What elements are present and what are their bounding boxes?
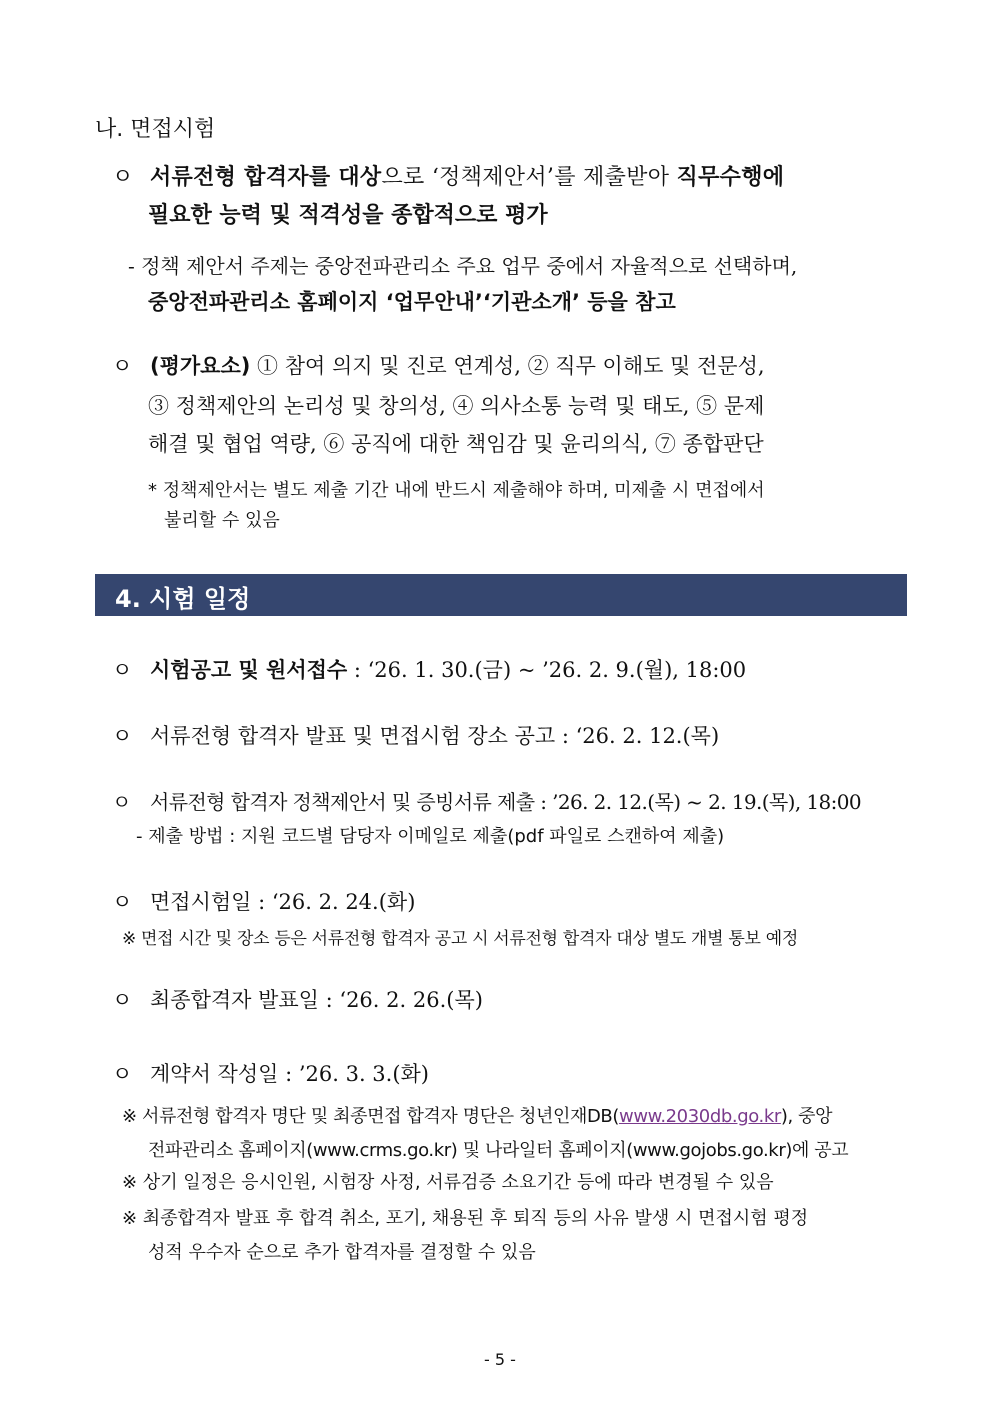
footnote-2: ※ 상기 일정은 응시인원, 시험장 사정, 서류검증 소요기간 등에 따라 변경될 수 있음 — [122, 1172, 774, 1193]
schedule-label: 계약서 작성일 — [150, 1062, 279, 1086]
interview-bullet-1-line-2: 필요한 능력 및 적격성을 종합적으로 평가 — [148, 203, 548, 228]
footnote-text: ), 중앙 — [780, 1106, 833, 1127]
footnote-3-line-1: ※ 최종합격자 발표 후 합격 취소, 포기, 채용된 후 퇴직 등의 사유 발생 시 면접시험 평정 — [122, 1208, 809, 1229]
schedule-value: : ‘26. 2. 24.(화) — [251, 890, 416, 914]
interview-dash-1-line-2: 중앙전파관리소 홈페이지 ‘업무안내’‘기관소개’ 등을 참고 — [148, 290, 676, 314]
section-header-bar — [95, 574, 907, 616]
section-title: 4. 시험 일정 — [115, 585, 251, 613]
bold-text: 서류전형 합격자를 대상 — [150, 165, 382, 190]
schedule-label: 최종합격자 발표일 — [150, 988, 319, 1012]
bullet-icon: ㅇ — [112, 1062, 133, 1086]
interview-dash-1-line-1: - 정책 제안서 주제는 중앙전파관리소 주요 업무 중에서 자율적으로 선택하며, — [128, 254, 798, 278]
bullet-icon: ㅇ — [112, 724, 133, 748]
schedule-label: 서류전형 합격자 정책제안서 및 증빙서류 제출 — [150, 790, 535, 814]
schedule-submission-method: - 제출 방법 : 지원 코드별 담당자 이메일로 제출(pdf 파일로 스캔하여 제출) — [136, 826, 725, 847]
schedule-value: : ‘26. 2. 12.(목) — [555, 724, 720, 748]
subheading: 나. 면접시험 — [95, 117, 216, 142]
body-text: 으로 ‘정책제안서’를 제출받아 — [381, 165, 677, 190]
bullet-icon: ㅇ — [112, 658, 133, 682]
bullet-icon: ㅇ — [112, 988, 133, 1012]
schedule-value: : ‘26. 2. 26.(목) — [318, 988, 483, 1012]
footnote-3-line-2: 성적 우수자 순으로 추가 합격자를 결정할 수 있음 — [148, 1242, 536, 1263]
schedule-item-document-result — [112, 720, 719, 750]
schedule-item-interview-date — [112, 886, 415, 916]
body-text: ① 참여 의지 및 진로 연계성, ② 직무 이해도 및 전문성, — [250, 354, 765, 378]
schedule-value: : ‘26. 1. 30.(금) ~ ’26. 2. 9.(월), 18:00 — [347, 658, 747, 682]
bullet-icon: ㅇ — [112, 354, 133, 378]
bold-text: (평가요소) — [150, 354, 251, 378]
bullet-icon: ㅇ — [112, 890, 133, 914]
schedule-value: : ’26. 2. 12.(목) ~ 2. 19.(목), 18:00 — [534, 790, 862, 814]
interview-bullet-1-line-1 — [112, 160, 784, 191]
talent-db-link[interactable]: www.2030db.go.kr — [619, 1106, 781, 1127]
interview-note-line-2: 불리할 수 있음 — [164, 510, 280, 531]
schedule-item-submission — [112, 786, 861, 815]
interview-bullet-2-line-1 — [112, 350, 765, 380]
interview-bullet-2-line-2: ③ 정책제안의 논리성 및 창의성, ④ 의사소통 능력 및 태도, ⑤ 문제 — [148, 394, 765, 418]
footnote-1-line-2: 전파관리소 홈페이지(www.crms.go.kr) 및 나라일터 홈페이지(www.gojobs.go.kr)에 공고 — [148, 1140, 849, 1161]
schedule-label: 시험공고 및 원서접수 — [150, 658, 348, 682]
schedule-label: 면접시험일 — [150, 890, 252, 914]
schedule-item-contract — [112, 1058, 429, 1088]
schedule-item-announcement — [112, 654, 746, 684]
interview-note-line-1: * 정책제안서는 별도 제출 기간 내에 반드시 제출해야 하며, 미제출 시 면접에서 — [148, 480, 765, 501]
schedule-label: 서류전형 합격자 발표 및 면접시험 장소 공고 — [150, 724, 556, 748]
interview-bullet-2-line-3: 해결 및 협업 역량, ⑥ 공직에 대한 책임감 및 윤리의식, ⑦ 종합판단 — [148, 432, 764, 456]
schedule-interview-note: ※ 면접 시간 및 장소 등은 서류전형 합격자 공고 시 서류전형 합격자 대상 별도 개별 통보 예정 — [122, 929, 798, 949]
page-number: - 5 - — [484, 1350, 516, 1369]
footnote-1-line-1 — [122, 1102, 832, 1128]
bullet-icon: ㅇ — [112, 790, 131, 814]
schedule-item-final-result — [112, 984, 483, 1014]
bold-text: 직무수행에 — [676, 165, 785, 190]
footnote-text: ※ 서류전형 합격자 명단 및 최종면접 합격자 명단은 청년인재DB( — [122, 1106, 619, 1127]
bullet-icon: ㅇ — [112, 165, 134, 190]
schedule-value: : ’26. 3. 3.(화) — [278, 1062, 429, 1086]
